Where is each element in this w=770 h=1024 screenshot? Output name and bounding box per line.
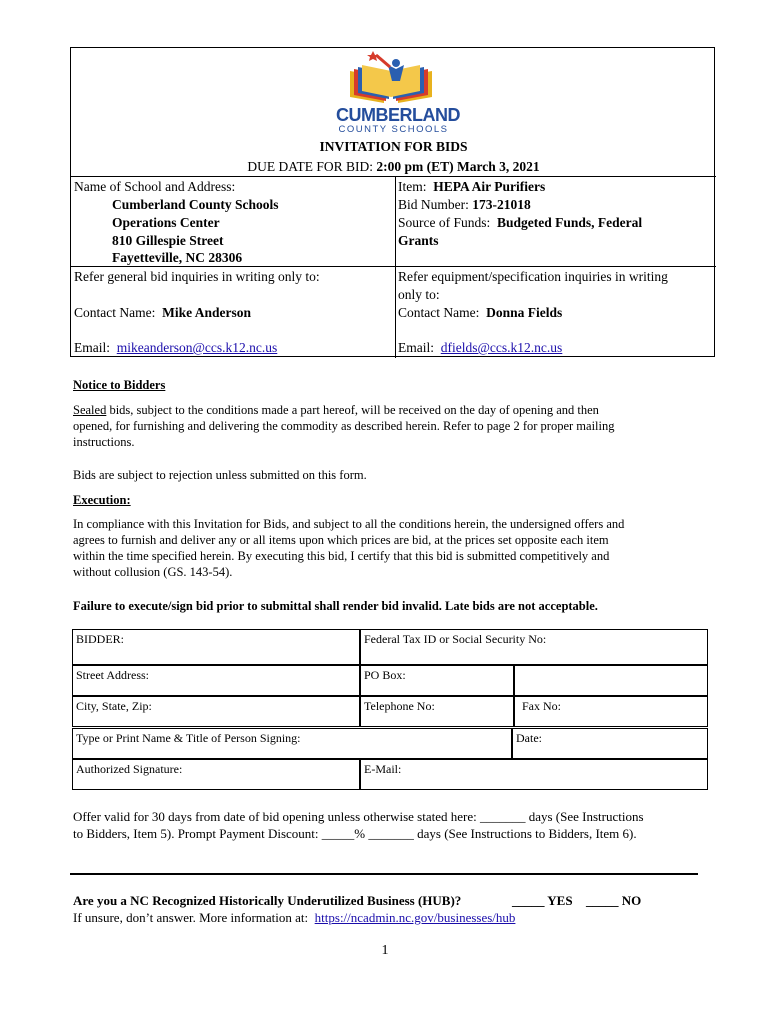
funds-field: Source of Funds: Budgeted Funds, Federal [398,215,643,230]
tax-id-field[interactable]: Federal Tax ID or Social Security No: [360,629,708,665]
due-date-value: 2:00 pm (ET) March 3, 2021 [376,159,540,174]
rejection-notice: Bids are subject to rejection unless submitted on this form. [73,468,367,482]
logo-subtext: COUNTY SCHOOLS [338,124,449,135]
school-line: Operations Center [112,215,220,230]
bid-header-box [70,47,715,357]
offer-validity-text: Offer valid for 30 days from date of bid opening unless otherwise stated here: _______ days (See Instructions to Bidders, Item 5). Prompt Payment Discount: _____% _______ days (See Instructions to Bidders, Item 6). [73,809,644,841]
school-line: 810 Gillespie Street [112,233,224,248]
execution-paragraph: In compliance with this Invitation for Bids, and subject to all the conditions herein, the undersigned offers and agrees to furnish and deliver any or all items upon which prices are bid, at the prices set opposite each item within the time specified herein. By executing this bid, I certify that this bid is submitted competitively and without collusion (GS. 143-54). [73,517,625,579]
funds-field-cont: Grants [398,233,439,248]
book-star-icon [336,51,451,103]
school-label: Name of School and Address: [74,179,236,194]
school-line: Cumberland County Schools [112,197,279,212]
po-box-extra[interactable] [514,665,708,696]
email-field[interactable]: E-Mail: [360,759,708,790]
general-contact: Contact Name: Mike Anderson [74,305,251,320]
document-title: INVITATION FOR BIDS [319,139,468,154]
hub-question: Are you a NC Recognized Historically Underutilized Business (HUB)? [73,893,462,908]
signature-field[interactable]: Authorized Signature: [72,759,360,790]
equipment-email-link[interactable]: dfields@ccs.k12.nc.us [440,340,563,355]
bid-number-field: Bid Number: 173-21018 [398,197,531,212]
hub-no-option[interactable]: _____ NO [586,893,642,908]
notice-paragraph: Sealed bids, subject to the conditions made a part hereof, will be received on the day of opening and then opened, for furnishing and delivering the commodity as described herein. Refer to page 2 for proper mailing instructions. [73,403,615,449]
district-logo [336,51,460,135]
general-email-link[interactable]: mikeanderson@ccs.k12.nc.us [116,340,278,355]
hub-info: If unsure, don’t answer. More information at: https://ncadmin.nc.gov/businesses/hub [73,910,516,925]
street-address-field[interactable]: Street Address: [72,665,360,696]
city-state-zip-field[interactable]: City, State, Zip: [72,696,360,727]
print-name-field[interactable]: Type or Print Name & Title of Person Signing: [72,728,512,759]
general-inquiries-text: Refer general bid inquiries in writing only to: [74,269,320,284]
execution-heading: Execution: [73,493,131,507]
date-field[interactable]: Date: [512,728,708,759]
equipment-inquiries-text: Refer equipment/specification inquiries in writing [398,269,668,284]
section-divider [70,873,698,875]
notice-heading: Notice to Bidders [73,378,166,392]
logo-text: CUMBERLAND [336,105,460,125]
hub-info-link[interactable]: https://ncadmin.nc.gov/businesses/hub [314,910,516,925]
equipment-email: Email: dfields@ccs.k12.nc.us [398,340,563,355]
item-field: Item: HEPA Air Purifiers [398,179,546,194]
fax-field[interactable]: Fax No: [514,696,708,727]
school-line: Fayetteville, NC 28306 [112,250,243,265]
hub-yes-option[interactable]: _____ YES [512,893,573,908]
telephone-field[interactable]: Telephone No: [360,696,514,727]
equipment-contact: Contact Name: Donna Fields [398,305,563,320]
due-date [71,158,716,176]
general-email: Email: mikeanderson@ccs.k12.nc.us [74,340,278,355]
page-number: 1 [381,943,389,958]
bidder-field[interactable]: BIDDER: [72,629,360,665]
equipment-inquiries-text-cont: only to: [398,287,440,302]
late-bid-warning: Failure to execute/sign bid prior to submittal shall render bid invalid. Late bids are not acceptable. [73,599,598,613]
due-date-label: DUE DATE FOR BID: [247,159,373,174]
po-box-field[interactable]: PO Box: [360,665,514,696]
